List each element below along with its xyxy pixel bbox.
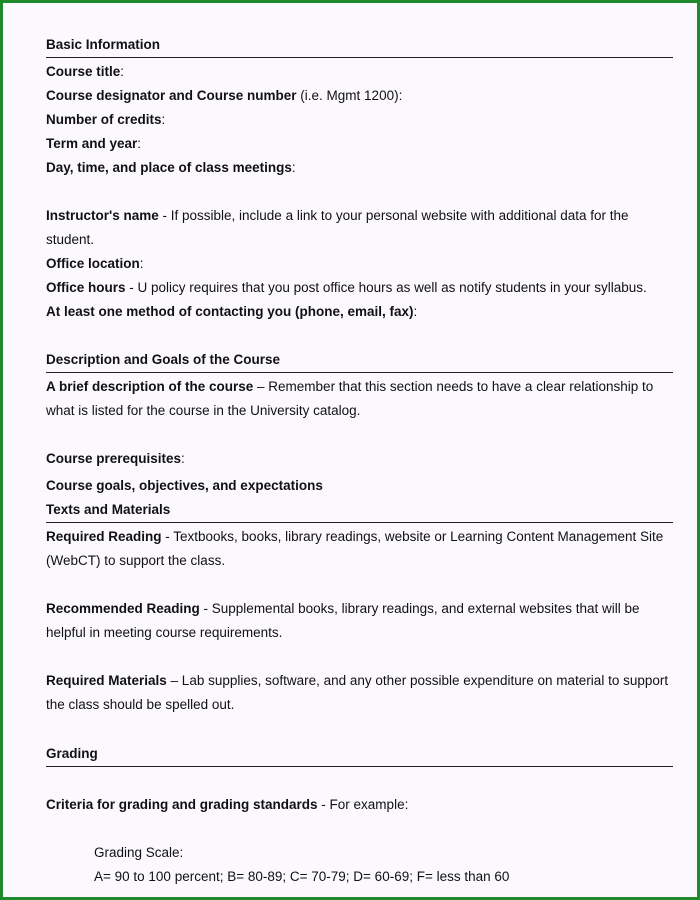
office-hours-label: Office hours — [46, 280, 126, 295]
brief-description-label: A brief description of the course — [46, 379, 254, 394]
criteria-rest: - For example: — [317, 797, 409, 812]
required-materials-rest: – Lab supplies, software, and any other possible expenditure on material to support the class should be spelled out. — [46, 673, 669, 712]
spacer — [46, 769, 673, 793]
brief-description-rest: – Remember that this section needs to have a clear relationship to what is listed for the course in the University catalog. — [46, 379, 654, 418]
course-designator-label: Course designator and Course number — [46, 88, 297, 103]
course-title-line — [46, 60, 673, 84]
course-title-rest: : — [120, 64, 125, 79]
term-line — [46, 132, 673, 156]
contact-line — [46, 300, 673, 324]
office-location-label: Office location — [46, 256, 140, 271]
criteria-line — [46, 793, 673, 817]
spacer — [46, 817, 673, 841]
credits-line — [46, 108, 673, 132]
contact-label: At least one method of contacting you (phone, email, fax) — [46, 304, 414, 319]
office-location-rest: : — [139, 256, 144, 271]
instructor-label: Instructor's name — [46, 208, 159, 223]
prerequisites-rest: : — [181, 451, 185, 466]
spacer — [46, 423, 673, 447]
required-materials-line — [46, 669, 673, 717]
description-heading: Description and Goals of the Course — [46, 352, 281, 367]
prerequisites-line — [46, 447, 673, 471]
required-reading-label: Required Reading — [46, 529, 162, 544]
section-divider — [46, 766, 673, 767]
meetings-line — [46, 156, 673, 180]
course-designator-line — [46, 84, 673, 108]
office-hours-rest: - U policy requires that you post office hours as well as notify students in your syllabus. — [125, 280, 647, 295]
recommended-reading-label: Recommended Reading — [46, 601, 200, 616]
meetings-label: Day, time, and place of class meetings — [46, 160, 292, 175]
spacer — [46, 573, 673, 597]
contact-rest: : — [413, 304, 418, 319]
recommended-reading-rest: - Supplemental books, library readings, and external websites that will be helpful in meeting course requirements. — [46, 601, 640, 640]
term-rest: : — [137, 136, 142, 151]
spacer — [46, 180, 673, 204]
required-reading-rest: - Textbooks, books, library readings, website or Learning Content Management Site (WebCT) to support the class. — [46, 529, 664, 568]
course-designator-rest: (i.e. Mgmt 1200): — [296, 88, 403, 103]
goals-line — [46, 474, 673, 498]
course-title-label: Course title — [46, 64, 121, 79]
recommended-reading-line — [46, 597, 673, 645]
instructor-rest: - If possible, include a link to your personal website with additional data for the student. — [46, 208, 629, 247]
spacer — [46, 717, 673, 741]
credits-label: Number of credits — [46, 112, 162, 127]
grading-scale-label: Grading Scale: — [94, 845, 184, 860]
goals-label: Course goals, objectives, and expectations — [46, 478, 323, 493]
meetings-rest: : — [291, 160, 296, 175]
spacer — [46, 324, 673, 348]
texts-materials-heading: Texts and Materials — [46, 502, 171, 517]
required-reading-line — [46, 525, 673, 573]
term-label: Term and year — [46, 136, 138, 151]
grading-heading: Grading — [46, 746, 98, 761]
office-hours-line — [46, 276, 673, 300]
spacer — [46, 645, 673, 669]
credits-rest: : — [161, 112, 166, 127]
section-divider — [46, 372, 673, 373]
basic-information-heading: Basic Information — [46, 37, 161, 52]
instructor-line — [46, 204, 673, 252]
grading-scale-values: A= 90 to 100 percent; B= 80-89; C= 70-79; D= 60-69; F= less than 60 — [94, 869, 510, 884]
office-location-line — [46, 252, 673, 276]
section-divider — [46, 522, 673, 523]
criteria-label: Criteria for grading and grading standards — [46, 797, 318, 812]
brief-description-line — [46, 375, 673, 423]
syllabus-page — [46, 33, 673, 889]
section-divider — [46, 57, 673, 58]
prerequisites-label: Course prerequisites — [46, 451, 182, 466]
required-materials-label: Required Materials — [46, 673, 167, 688]
